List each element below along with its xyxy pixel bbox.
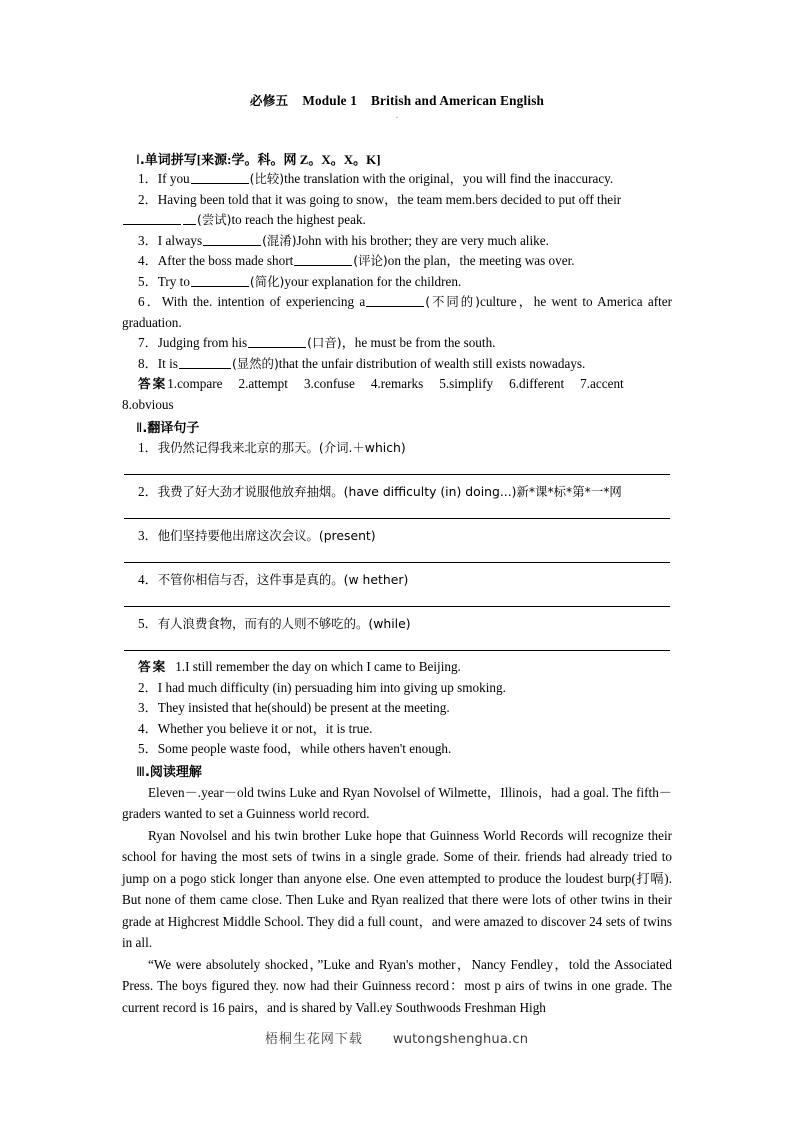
passage-paragraph: Eleven－.year－old twins Luke and Ryan Novolsel of Wilmette，Illinois，had a goal. The fifth－graders wanted to set a Guinness world record. bbox=[122, 784, 672, 821]
item-number: 6． bbox=[138, 294, 162, 309]
section-2-answer-key bbox=[122, 678, 672, 699]
item-pre-text: Having been told that it was going to snow，the team mem.bers decided to put off their bbox=[157, 191, 622, 207]
item-cue: (显然的) bbox=[231, 355, 279, 371]
answer-item: 4．Whether you believe it or not，it is true. bbox=[138, 720, 373, 736]
item-cue: (口音) bbox=[307, 335, 342, 350]
document-body bbox=[122, 90, 672, 1018]
item-pre-text: I always bbox=[157, 232, 203, 248]
answer-item: 5.simplify bbox=[439, 376, 494, 391]
footer-site-url: wutongshenghua.cn bbox=[392, 1032, 529, 1047]
answer-rule[interactable] bbox=[124, 562, 670, 563]
fill-in-blank[interactable] bbox=[248, 336, 306, 348]
item-cue: (简化) bbox=[249, 273, 285, 289]
section-2-numeral: Ⅱ bbox=[136, 419, 143, 435]
section-2-title: .翻译句子 bbox=[142, 420, 200, 436]
section-1-numeral: Ⅰ bbox=[136, 151, 140, 167]
passage-paragraph: Ryan Novolsel and his twin brother Luke hope that Guinness World Records will recognize their school for having the most sets of twins in a single grade. Some of their. friends had already tried to jump on a pogo stick longer than anyone else. One even attempted to produce the loudest burp(打嗝). But none of them came close. Then Luke and Ryan realized that there were lots of other twins in their grade at Highcrest Middle School. They did a full count，and were amazed to discover 24 sets of twins in all. bbox=[122, 827, 672, 950]
answer-rule[interactable] bbox=[124, 518, 670, 519]
answer-item: 7.accent bbox=[580, 376, 624, 391]
translation-item bbox=[122, 525, 672, 546]
item-post-text: John with his brother; they are very much alike. bbox=[296, 232, 549, 248]
spelling-item bbox=[122, 272, 672, 293]
spelling-item bbox=[122, 169, 672, 190]
spelling-item bbox=[122, 231, 672, 252]
item-number: 4． bbox=[138, 572, 158, 587]
item-number: 3． bbox=[138, 528, 158, 543]
spelling-item-wrap bbox=[122, 210, 672, 231]
item-post-text: the translation with the original，you will find the inaccuracy. bbox=[284, 171, 614, 186]
title-volume: 必修五 bbox=[249, 93, 289, 108]
item-cue: (混淆) bbox=[262, 232, 297, 248]
translation-item bbox=[122, 569, 672, 590]
section-3-title: .阅读理解 bbox=[144, 765, 202, 780]
item-number: 5． bbox=[138, 273, 158, 289]
title-underdot: . bbox=[395, 110, 399, 121]
item-cue: (比较) bbox=[249, 171, 285, 186]
item-post-text: ，he must be from the south. bbox=[341, 335, 496, 350]
answer-item: 5．Some people waste food，while others haven't enough. bbox=[138, 741, 452, 756]
section-2-heading bbox=[122, 415, 672, 437]
item-text: 有人浪费食物，而有的人则不够吃的。(while) bbox=[157, 616, 411, 631]
item-pre-text: It is bbox=[157, 355, 178, 371]
translation-item bbox=[122, 613, 672, 634]
answer-rule[interactable] bbox=[124, 474, 670, 475]
answer-rule[interactable] bbox=[124, 606, 670, 607]
answer-rule[interactable] bbox=[124, 650, 670, 651]
fill-in-blank-extra[interactable] bbox=[183, 213, 196, 225]
item-number: 8． bbox=[138, 355, 158, 371]
spelling-item bbox=[122, 251, 672, 272]
footer-watermark bbox=[0, 1028, 793, 1047]
section-2-answer-key bbox=[122, 657, 672, 678]
passage-paragraph: “We were absolutely shocked，”Luke and Ryan's mother，Nancy Fendley，told the Associated Press. The boys figured they. now had their Guinness record：most p airs of twins in one grade. The current record is 16 pairs，and is shared by Vall.ey Southwoods Freshman High bbox=[122, 956, 672, 1015]
fill-in-blank[interactable] bbox=[123, 213, 181, 225]
item-number: 4． bbox=[138, 253, 158, 268]
translation-item bbox=[122, 481, 672, 502]
answer-item: 2．I had much difficulty (in) persuading him into giving up smoking. bbox=[138, 679, 506, 695]
item-number: 2． bbox=[138, 484, 158, 499]
item-number: 5． bbox=[138, 616, 158, 631]
item-text: 他们坚持要他出席这次会议。(present) bbox=[157, 528, 376, 543]
item-number: 3． bbox=[138, 232, 158, 248]
item-pre-text: Judging from his bbox=[157, 335, 248, 350]
item-post-text: on the plan，the meeting was over. bbox=[387, 253, 575, 268]
section-2-answer-key bbox=[122, 739, 672, 760]
item-post-text: culture，he went to America after graduation. bbox=[122, 294, 673, 330]
item-number: 7． bbox=[138, 335, 158, 350]
fill-in-blank[interactable] bbox=[191, 172, 249, 184]
item-post-text: to reach the highest peak. bbox=[231, 212, 366, 227]
spelling-item bbox=[122, 354, 672, 375]
item-pre-text: Try to bbox=[157, 273, 190, 289]
answer-item: 4.remarks bbox=[370, 376, 424, 391]
section-1-answer-key bbox=[122, 374, 672, 395]
item-number: 1． bbox=[138, 171, 158, 186]
footer-site-name: 梧桐生花网下载 bbox=[264, 1032, 363, 1047]
section-1-title: .单词拼写 bbox=[139, 152, 197, 168]
answer-item: 1.compare bbox=[167, 376, 223, 391]
spelling-item bbox=[122, 333, 672, 354]
fill-in-blank[interactable] bbox=[294, 254, 352, 266]
answer-label: 答案 bbox=[138, 376, 168, 391]
item-text: 我费了好大劲才说服他放弃抽烟。(have difficulty (in) doing...)新*课*标*第*一*网 bbox=[157, 484, 622, 499]
fill-in-blank[interactable] bbox=[191, 274, 249, 286]
item-pre-text: If you bbox=[157, 171, 190, 186]
item-cue: (尝试) bbox=[197, 212, 232, 227]
answer-item: 3．They insisted that he(should) be present at the meeting. bbox=[138, 700, 450, 715]
item-cue: (不同的) bbox=[425, 294, 480, 309]
title-topic: British and American English bbox=[371, 93, 545, 108]
item-text: 不管你相信与否，这件事是真的。(w hether) bbox=[157, 572, 409, 587]
answer-item: 6.different bbox=[509, 376, 565, 391]
item-cue: (评论) bbox=[353, 253, 388, 268]
item-number: 1． bbox=[138, 440, 158, 455]
fill-in-blank[interactable] bbox=[366, 295, 424, 307]
answer-item: 3.confuse bbox=[303, 376, 355, 391]
answer-label: 答案 bbox=[138, 659, 168, 674]
item-pre-text: With the. intention of experiencing a bbox=[161, 294, 366, 309]
answer-item: 1.I still remember the day on which I came to Beijing. bbox=[175, 659, 461, 674]
item-number: 2． bbox=[138, 191, 158, 207]
page-title bbox=[122, 90, 672, 109]
item-post-text: that the unfair distribution of wealth still exists nowadays. bbox=[278, 355, 586, 371]
section-1-source: [来源:学。科。网 Z。X。X。K] bbox=[196, 151, 381, 167]
translation-item bbox=[122, 437, 672, 458]
fill-in-blank[interactable] bbox=[179, 356, 231, 368]
section-1-answer-key-wrap bbox=[122, 395, 672, 416]
section-3-heading bbox=[122, 760, 672, 782]
item-pre-text: After the boss made short bbox=[157, 253, 294, 268]
fill-in-blank[interactable] bbox=[203, 233, 261, 245]
item-post-text: your explanation for the children. bbox=[284, 273, 462, 289]
item-text: 我仍然记得我来北京的那天。(介词.＋which) bbox=[157, 440, 406, 455]
section-2-answer-key bbox=[122, 719, 672, 740]
answer-item: 8.obvious bbox=[122, 396, 174, 412]
section-3-numeral: Ⅲ bbox=[136, 764, 145, 779]
spelling-item bbox=[122, 292, 672, 333]
spelling-item bbox=[122, 190, 672, 211]
title-module: Module 1 bbox=[302, 93, 358, 108]
answer-item: 2.attempt bbox=[238, 376, 288, 391]
section-1-heading bbox=[122, 147, 672, 169]
section-2-answer-key bbox=[122, 698, 672, 719]
